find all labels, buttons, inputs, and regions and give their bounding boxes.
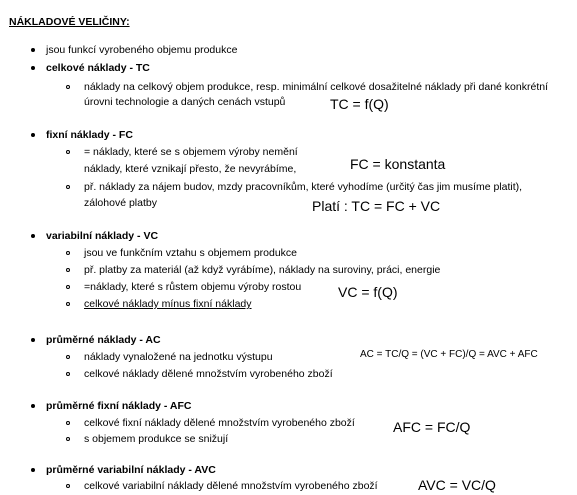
sub-bullet	[66, 251, 70, 255]
vc-title: variabilní náklady - VC	[46, 230, 159, 242]
tc-line2: úrovni technologie a daných cenách vstupů	[84, 96, 286, 108]
fc-item1: = náklady, které se s objemem výroby nemění	[84, 146, 298, 158]
sub-bullet	[66, 437, 70, 441]
avc-title: průměrné variabilní náklady - AVC	[46, 464, 216, 476]
sub-bullet	[66, 355, 70, 359]
afc-item1: celkové fixní náklady dělené množstvím vyrobeného zboží	[84, 417, 355, 429]
bullet	[31, 234, 35, 238]
page-heading: NÁKLADOVÉ VELIČINY:	[9, 16, 130, 28]
sub-bullet	[66, 85, 70, 89]
fc-title: fixní náklady - FC	[46, 129, 133, 141]
fc-identity-formula: Platí : TC = FC + VC	[312, 198, 441, 214]
ac-formula: AC = TC/Q = (VC + FC)/Q = AVC + AFC	[360, 349, 538, 360]
vc-item3: =náklady, které s růstem objemu výroby rostou	[84, 281, 302, 293]
ac-item2: celkové náklady dělené množstvím vyrobeného zboží	[84, 368, 333, 380]
bullet	[31, 404, 35, 408]
bullet	[31, 338, 35, 342]
sub-bullet	[66, 268, 70, 272]
afc-title: průměrné fixní náklady - AFC	[46, 400, 192, 412]
bullet	[31, 66, 35, 70]
ac-item1: náklady vynaložené na jednotku výstupu	[84, 351, 273, 363]
tc-line1: náklady na celkový objem produkce, resp. minimální celkové dosažitelné náklady při dané konkrétní	[84, 81, 548, 93]
afc-formula: AFC = FC/Q	[393, 419, 471, 435]
fc-item1b: náklady, které vznikají přesto, že nevyrábíme,	[84, 163, 297, 175]
vc-item1: jsou ve funkčním vztahu s objemem produkce	[84, 247, 298, 259]
sub-bullet	[66, 484, 70, 488]
sub-bullet	[66, 185, 70, 189]
intro-text: jsou funkcí vyrobeného objemu produkce	[46, 44, 238, 56]
bullet	[31, 48, 35, 52]
sub-bullet	[66, 285, 70, 289]
tc-title: celkové náklady - TC	[46, 62, 150, 74]
vc-item2: př. platby za materiál (až když vyrábíme), náklady na suroviny, práci, energie	[84, 264, 441, 276]
ac-title: průměrné náklady - AC	[46, 334, 161, 346]
fc-formula: FC = konstanta	[350, 156, 446, 172]
fc-item2b: zálohové platby	[84, 197, 157, 209]
sub-bullet	[66, 302, 70, 306]
tc-formula: TC = f(Q)	[330, 96, 389, 112]
bullet	[31, 133, 35, 137]
avc-item1: celkové variabilní náklady dělené množstvím vyrobeného zboží	[84, 480, 378, 492]
fc-item2: př. náklady za nájem budov, mzdy pracovníkům, které vyhodíme (určitý čas jim musíme platit),	[84, 181, 523, 193]
vc-formula: VC = f(Q)	[338, 284, 398, 300]
sub-bullet	[66, 421, 70, 425]
vc-item4: celkové náklady mínus fixní náklady	[84, 298, 252, 310]
avc-formula: AVC = VC/Q	[418, 477, 496, 493]
afc-item2: s objemem produkce se snižují	[84, 433, 229, 445]
bullet	[31, 468, 35, 472]
sub-bullet	[66, 372, 70, 376]
sub-bullet	[66, 150, 70, 154]
